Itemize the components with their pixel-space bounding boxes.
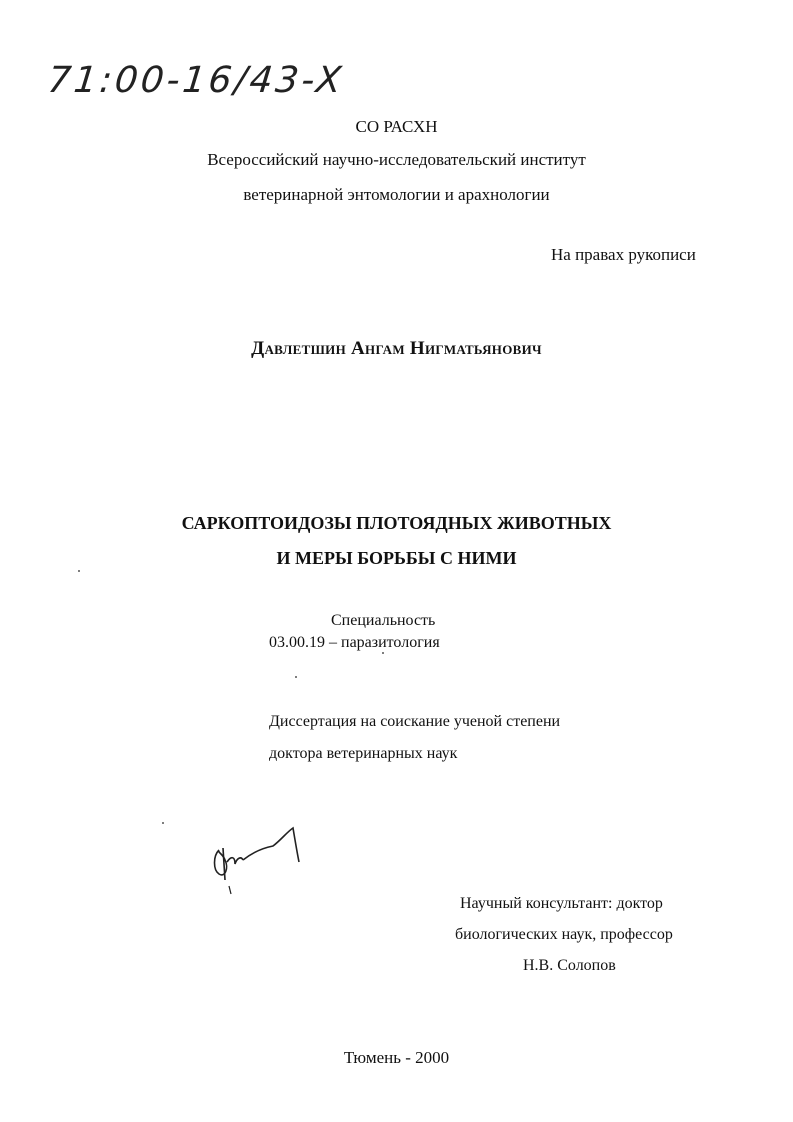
consultant-line2: биологических наук, профессор: [455, 926, 673, 943]
place-and-year: Тюмень - 2000: [343, 1048, 450, 1067]
scan-speck: [382, 652, 384, 654]
scan-speck: [162, 822, 164, 824]
institute-name-line1: Всероссийский научно-исследовательский институт: [207, 150, 586, 169]
consultant-name: Н.В. Солопов: [523, 957, 616, 974]
specialty-label: Специальность: [331, 612, 436, 629]
dissertation-title-line1: САРКОПТОИДОЗЫ ПЛОТОЯДНЫХ ЖИВОТНЫХ: [181, 513, 612, 533]
author-name: Давлетшин Ангам Нигматьянович: [251, 338, 542, 359]
scan-speck: [78, 570, 80, 572]
organization-name: СО РАСХН: [355, 117, 438, 136]
specialty-value: 03.00.19 – паразитология: [269, 634, 440, 651]
signature-mark: [205, 822, 305, 902]
consultant-line1: Научный консультант: доктор: [460, 895, 663, 912]
degree-statement-line1: Диссертация на соискание ученой степени: [269, 713, 561, 730]
scan-speck: [295, 676, 297, 678]
institute-name-line2: ветеринарной энтомологии и арахнологии: [243, 185, 550, 204]
catalog-number-handwritten: 71:00-16/43-X: [45, 60, 347, 101]
degree-statement-line2: доктора ветеринарных наук: [269, 745, 458, 762]
manuscript-rights-note: На правах рукописи: [551, 245, 696, 264]
dissertation-title-line2: И МЕРЫ БОРЬБЫ С НИМИ: [276, 548, 517, 568]
